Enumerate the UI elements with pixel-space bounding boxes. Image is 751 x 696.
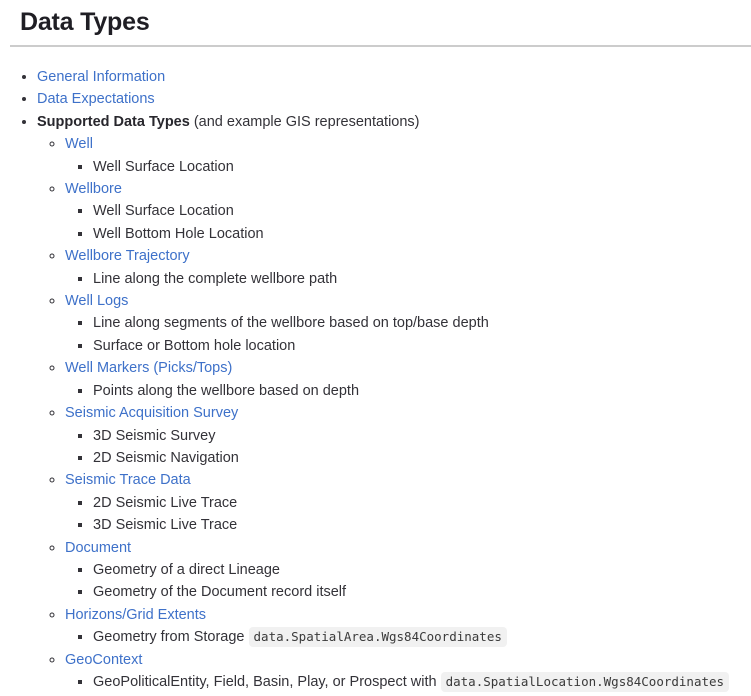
data-type-item (65, 357, 751, 402)
gis-representation-text: 3D Seismic Live Trace (93, 517, 238, 534)
gis-representation-text: Geometry from Storage (93, 629, 249, 646)
data-type-link[interactable]: Document (65, 539, 132, 556)
gis-representation-text: Well Bottom Hole Location (93, 225, 264, 242)
gis-representation-item (93, 223, 751, 245)
gis-representation-list (65, 626, 751, 648)
gis-representation-item (93, 447, 751, 469)
gis-representation-text: GeoPoliticalEntity, Field, Basin, Play, or Prospect with (93, 673, 441, 690)
data-type-item (65, 604, 751, 649)
gis-representation-list (65, 200, 751, 245)
gis-representation-text: Points along the wellbore based on depth (93, 382, 360, 399)
data-type-item (65, 133, 751, 178)
data-type-link[interactable]: Wellbore (65, 181, 122, 198)
gis-representation-text: 3D Seismic Survey (93, 427, 216, 444)
title-divider (10, 45, 751, 47)
inline-code: data.SpatialArea.Wgs84Coordinates (249, 627, 507, 647)
gis-representation-text: Surface or Bottom hole location (93, 337, 296, 354)
data-type-item (65, 469, 751, 536)
toc-item-bold-label: Supported Data Types (37, 113, 190, 130)
gis-representation-item (93, 492, 751, 514)
gis-representation-item (93, 268, 751, 290)
data-type-link[interactable]: Seismic Trace Data (65, 472, 191, 489)
data-type-item (65, 178, 751, 245)
gis-representation-text: Geometry of the Document record itself (93, 584, 347, 601)
data-type-item (65, 245, 751, 290)
gis-representation-item (93, 514, 751, 536)
data-type-link[interactable]: Well Logs (65, 293, 129, 310)
gis-representation-item (93, 425, 751, 447)
gis-representation-list (65, 380, 751, 402)
gis-representation-text: 2D Seismic Navigation (93, 449, 239, 466)
gis-representation-item (93, 626, 751, 648)
toc-link[interactable]: Data Expectations (37, 91, 155, 108)
data-type-item (65, 537, 751, 604)
inline-code: data.SpatialLocation.Wgs84Coordinates (441, 672, 729, 692)
gis-representation-item (93, 559, 751, 581)
data-type-link[interactable]: Wellbore Trajectory (65, 248, 190, 265)
gis-representation-item (93, 581, 751, 603)
data-type-list (37, 133, 751, 693)
data-type-item (65, 402, 751, 469)
data-type-link[interactable]: Well Markers (Picks/Tops) (65, 360, 233, 377)
gis-representation-list (65, 492, 751, 537)
gis-representation-text: Line along the complete wellbore path (93, 270, 338, 287)
gis-representation-item (93, 156, 751, 178)
gis-representation-text: Line along segments of the wellbore based on top/base depth (93, 315, 489, 332)
toc-item-note: (and example GIS representations) (189, 113, 420, 130)
gis-representation-text: Geometry of a direct Lineage (93, 561, 280, 578)
gis-representation-list (65, 268, 751, 290)
gis-representation-list (65, 671, 751, 693)
toc-item (37, 111, 751, 694)
toc-item (37, 88, 751, 110)
data-type-item (65, 649, 751, 694)
gis-representation-item (93, 312, 751, 334)
gis-representation-item (93, 671, 751, 693)
data-type-link[interactable]: Seismic Acquisition Survey (65, 405, 239, 422)
data-type-link[interactable]: GeoContext (65, 651, 143, 668)
gis-representation-text: 2D Seismic Live Trace (93, 494, 238, 511)
toc-list (9, 66, 751, 693)
gis-representation-list (65, 312, 751, 357)
gis-representation-text: Well Surface Location (93, 203, 234, 220)
data-type-link[interactable]: Horizons/Grid Extents (65, 606, 207, 623)
toc-link[interactable]: General Information (37, 69, 166, 85)
gis-representation-item (93, 335, 751, 357)
gis-representation-item (93, 200, 751, 222)
gis-representation-list (65, 156, 751, 178)
gis-representation-text: Well Surface Location (93, 158, 234, 175)
gis-representation-item (93, 380, 751, 402)
data-type-item (65, 290, 751, 357)
gis-representation-list (65, 559, 751, 604)
page-title: Data Types (20, 8, 150, 36)
data-type-link[interactable]: Well (65, 136, 93, 153)
gis-representation-list (65, 425, 751, 470)
toc-item (37, 66, 751, 88)
